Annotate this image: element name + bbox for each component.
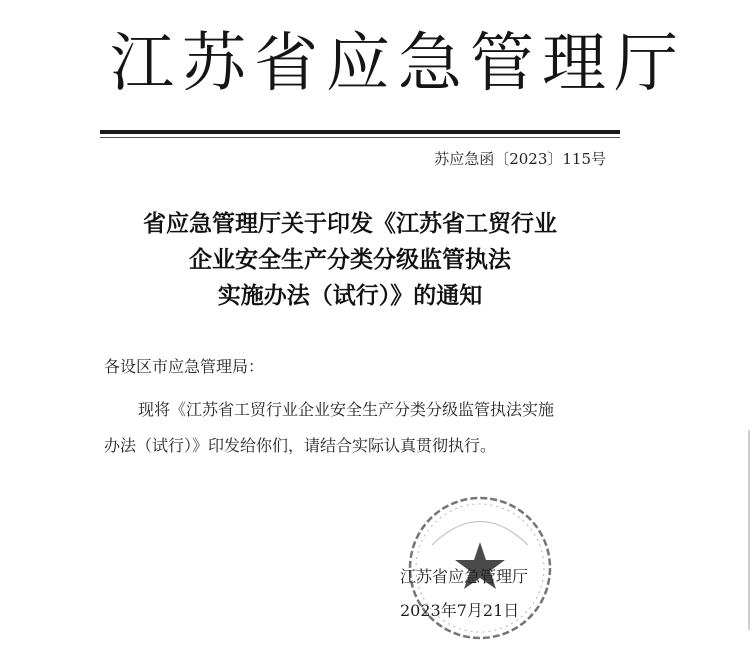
body-line: 办法（试行）》印发给你们，请结合实际认真贯彻执行。 (104, 436, 497, 455)
recipient-line: 各设区市应急管理局： (104, 357, 265, 376)
notice-title (110, 206, 590, 314)
letterhead-rule-thin (100, 137, 620, 138)
notice-title-line: 企业安全生产分类分级监管执法 (189, 247, 511, 273)
body-paragraph (104, 392, 644, 464)
document-number: 苏应急函〔2023〕115号 (434, 150, 606, 168)
signature-date: 2023年7月21日 (400, 601, 520, 620)
letterhead-rule-thick (100, 130, 620, 134)
signature-organization: 江苏省应急管理厅 (400, 567, 529, 586)
notice-title-line: 实施办法（试行）》的通知 (217, 283, 483, 309)
body-line: 现将《江苏省工贸行业企业安全生产分类分级监管执法实施 (138, 400, 555, 419)
letterhead-organization: 江苏省应急管理厅 (110, 27, 686, 101)
notice-title-line: 省应急管理厅关于印发《江苏省工贸行业 (143, 211, 557, 237)
scan-edge-mark (748, 430, 750, 630)
